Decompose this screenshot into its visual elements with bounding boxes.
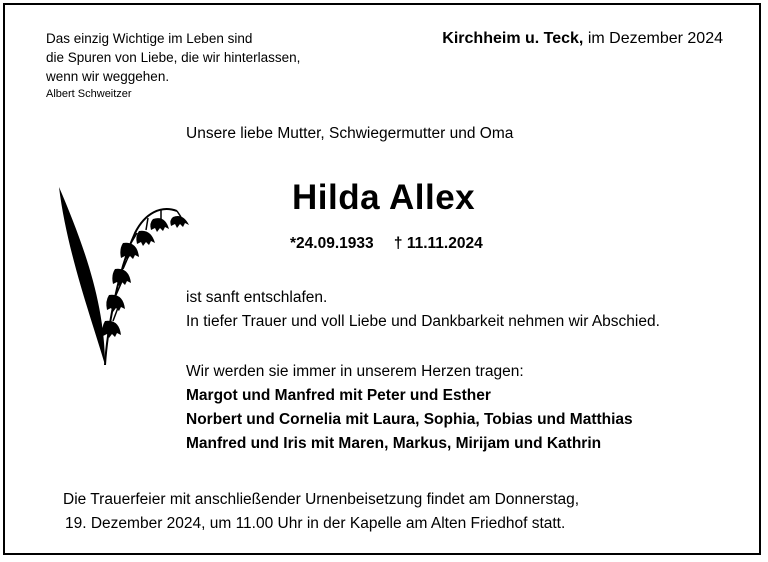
deceased-name: Hilda Allex [292,178,476,217]
announcement [186,286,660,334]
mourners [186,360,633,456]
lily-of-the-valley-icon [53,183,193,373]
quote-line: Das einzig Wichtige im Leben sind [46,31,253,46]
announcement-line: In tiefer Trauer und voll Liebe und Dankbarkeit nehmen wir Abschied. [186,313,660,330]
place-date [442,29,723,49]
place-month: im Dezember 2024 [587,30,723,47]
service-info [63,488,579,536]
obituary-card [3,3,761,555]
quote [46,29,376,103]
family-line: Margot und Manfred mit Peter und Esther [186,387,491,404]
quote-author: Albert Schweitzer [46,88,132,100]
place-city: Kirchheim u. Teck, [442,30,584,47]
death-date: † 11.11.2024 [393,235,483,252]
service-line: 19. Dezember 2024, um 11.00 Uhr in der Kapelle am Alten Friedhof statt. [65,515,566,532]
service-line: Die Trauerfeier mit anschließender Urnenbeisetzung findet am Donnerstag, [63,491,580,508]
announcement-line: ist sanft entschlafen. [186,289,328,306]
quote-line: wenn wir weggehen. [46,69,170,84]
family-line: Manfred und Iris mit Maren, Markus, Mirijam und Kathrin [186,435,602,452]
quote-line: die Spuren von Liebe, die wir hinterlassen, [46,50,301,65]
birth-date: *24.09.1933 [290,235,374,252]
mourners-heading: Wir werden sie immer in unserem Herzen tragen: [186,363,524,380]
intro-text: Unsere liebe Mutter, Schwiegermutter und Oma [186,125,514,142]
life-dates [290,235,483,253]
family-line: Norbert und Cornelia mit Laura, Sophia, Tobias und Matthias [186,411,633,428]
